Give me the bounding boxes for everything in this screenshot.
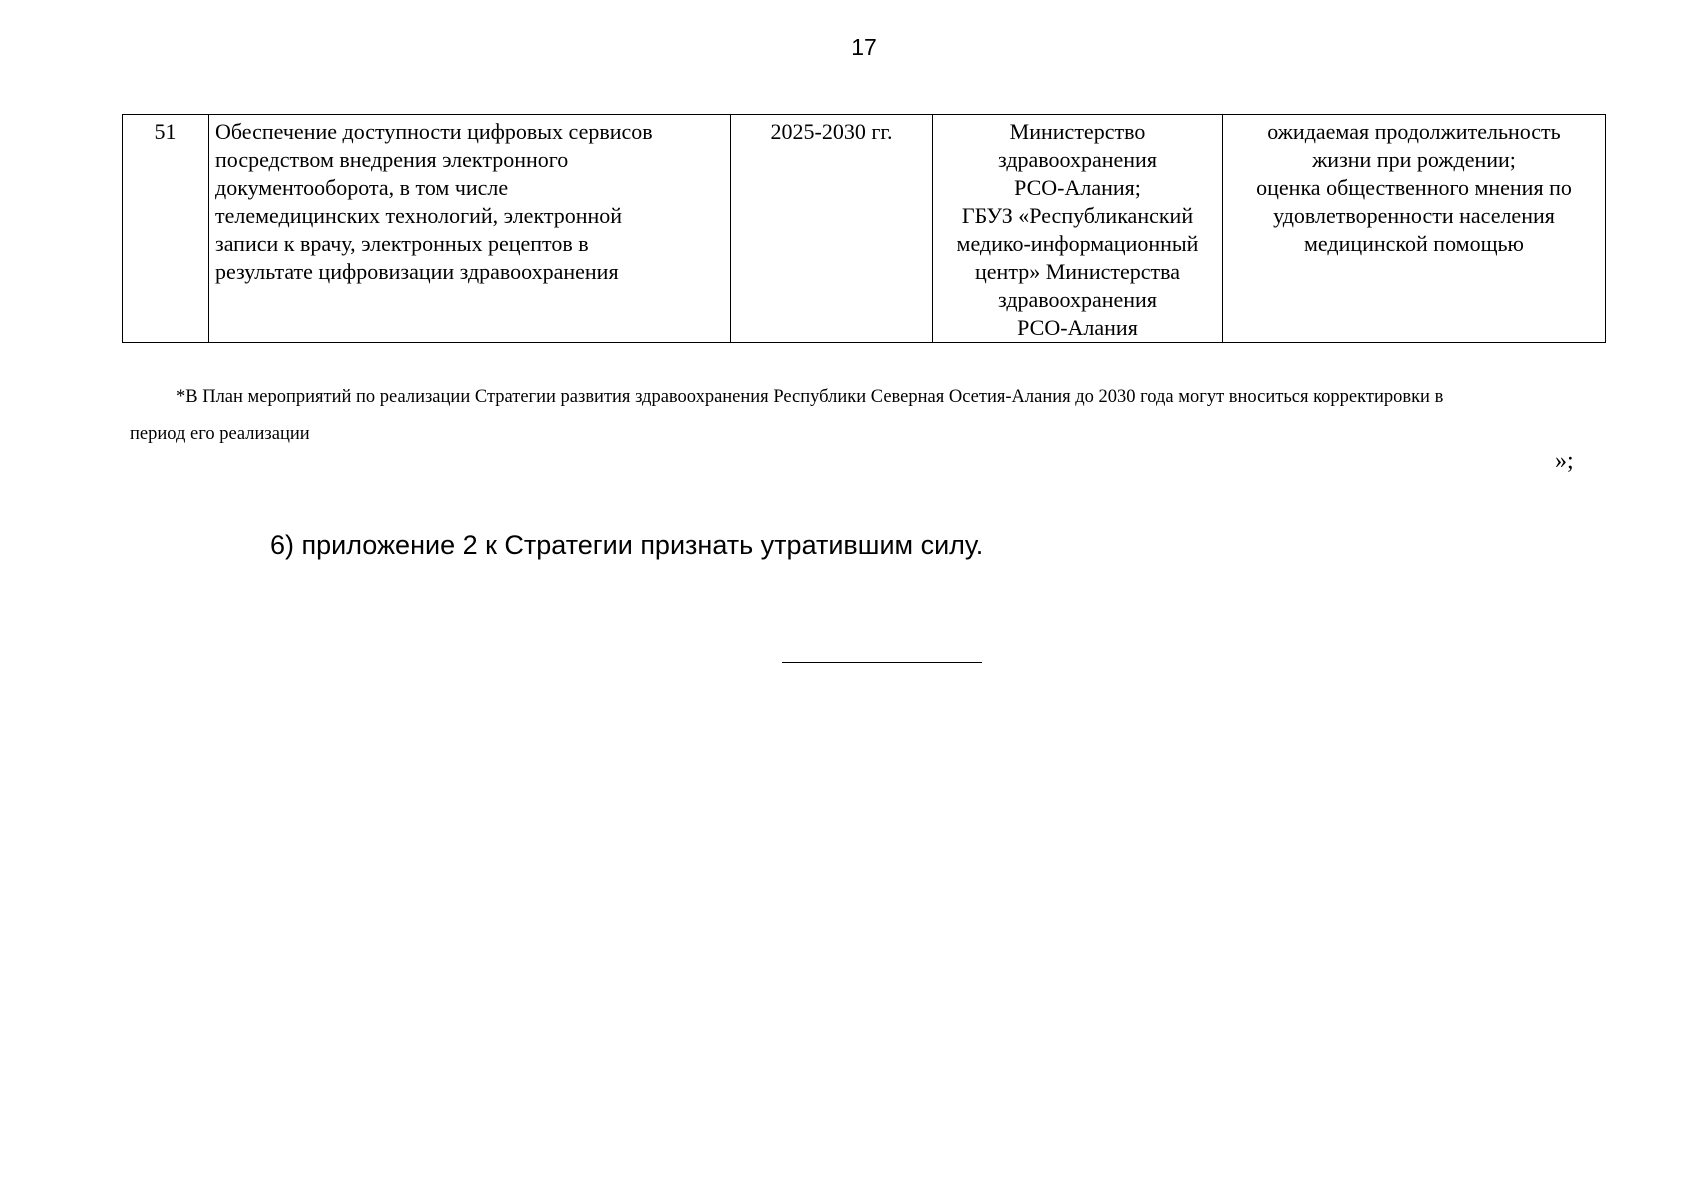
indicator-line: жизни при рождении; [1312, 147, 1516, 172]
executor-line: РСО-Алания; [1014, 175, 1141, 200]
executor-line: РСО-Алания [1017, 315, 1138, 340]
action-line: записи к врачу, электронных рецептов в [215, 231, 589, 256]
end-divider-line [782, 662, 982, 663]
executor-line: медико-информационный [956, 231, 1199, 256]
action-line: результате цифровизации здравоохранения [215, 259, 619, 284]
plan-table [122, 114, 1606, 343]
action-line: телемедицинских технологий, электронной [215, 203, 623, 228]
executor-line: центр» Министерства [975, 259, 1180, 284]
action-cell [209, 115, 731, 343]
indicator-line: медицинской помощью [1304, 231, 1524, 256]
row-number-cell [123, 115, 209, 343]
table-row [123, 115, 1606, 343]
period-cell [731, 115, 933, 343]
action-line: посредством внедрения электронного [215, 147, 569, 172]
executor-line: Министерство [1009, 119, 1146, 144]
executor-line: ГБУЗ «Республиканский [961, 203, 1194, 228]
closing-quote: »; [1555, 448, 1574, 474]
footnote-line-2: период его реализации [130, 424, 310, 444]
executor-line: здравоохранения [998, 147, 1157, 172]
indicator-line: ожидаемая продолжительность [1267, 119, 1561, 144]
page-number: 17 [851, 34, 877, 60]
footnote [130, 379, 1600, 453]
period: 2025-2030 гг. [770, 119, 893, 144]
executor-line: здравоохранения [998, 287, 1157, 312]
indicator-cell [1223, 115, 1606, 343]
indicator-line: удовлетворенности населения [1273, 203, 1555, 228]
row-number: 51 [154, 119, 177, 144]
executor-cell [933, 115, 1223, 343]
action-line: документооборота, в том числе [215, 175, 509, 200]
indicator-line: оценка общественного мнения по [1256, 175, 1572, 200]
item-6-text: 6) приложение 2 к Стратегии признать утратившим силу. [270, 530, 984, 560]
action-line: Обеспечение доступности цифровых сервисов [215, 119, 653, 144]
footnote-line-1: *В План мероприятий по реализации Стратегии развития здравоохранения Республики Северная Осетия-Алания до 2030 года могут вноситься корректировки в [176, 387, 1444, 407]
